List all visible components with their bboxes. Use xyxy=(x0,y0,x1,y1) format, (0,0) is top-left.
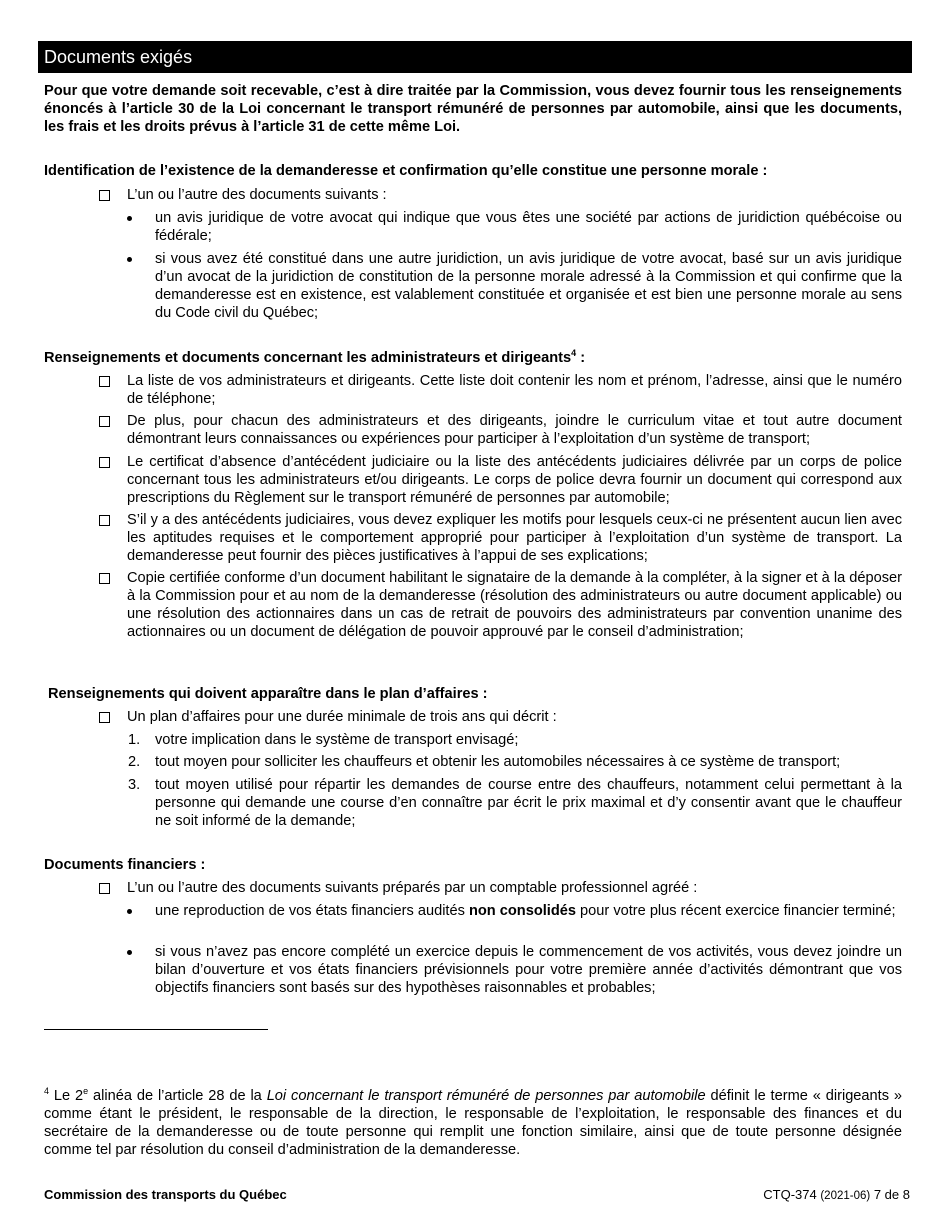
checkbox-icon[interactable] xyxy=(99,190,110,201)
checkbox-icon[interactable] xyxy=(99,515,110,526)
footer-organization: Commission des transports du Québec xyxy=(44,1187,287,1202)
identification-checkbox-item: L’un ou l’autre des documents suivants : xyxy=(99,186,902,204)
financial-bullet-2: si vous n’avez pas encore complété un exercice depuis le commencement de vos activités, vous devez joindre un bilan d’ouverture et vos états financiers prévisionnels pour votre première année d’activités démontrant que vos objectifs financiers sont basés sur des hypothèses raisonnables et probables; xyxy=(126,943,902,997)
business-plan-checkbox-item: Un plan d’affaires pour une durée minimale de trois ans qui décrit : xyxy=(99,708,902,726)
bullet-icon xyxy=(127,909,132,914)
page-number: 7 de 8 xyxy=(873,1187,910,1202)
footer-form-info: CTQ-374 (2021-06) 7 de 8 xyxy=(763,1187,910,1202)
business-plan-heading: Renseignements qui doivent apparaître dans le plan d’affaires : xyxy=(48,686,488,702)
administrators-item-4: S’il y a des antécédents judiciaires, vous devez expliquer les motifs pour lesquels ceux-ci ne présentent aucun lien avec les aptitudes requises et le comportement approprié pour participer à l’exploitation d’un système de transport. La demanderesse peut fournir des pièces justificatives à l’appui de ses explications; xyxy=(99,511,902,565)
checkbox-icon[interactable] xyxy=(99,712,110,723)
identification-heading: Identification de l’existence de la demanderesse et confirmation qu’elle constitue une personne morale : xyxy=(44,163,768,179)
financial-documents-heading: Documents financiers : xyxy=(44,857,206,873)
administrators-item-1: La liste de vos administrateurs et dirigeants. Cette liste doit contenir les nom et prénom, l’adresse, ainsi que le numéro de téléphone; xyxy=(99,372,902,408)
section-title-bar xyxy=(38,41,912,73)
checkbox-icon[interactable] xyxy=(99,416,110,427)
bullet-icon xyxy=(127,216,132,221)
administrators-item-5: Copie certifiée conforme d’un document habilitant le signataire de la demande à la compléter, à la signer et à la déposer à la Commission pour et au nom de la demanderesse (résolution des administrateurs ou autre document applicable) ou une résolution des actionnaires dans un cas de retrait de pouvoirs des administrateurs par convention unanime des actionnaires ou un document de délégation de pouvoir approuvé par le conseil d’administration; xyxy=(99,569,902,641)
business-plan-item-1: 1. votre implication dans le système de transport envisagé; xyxy=(128,732,519,748)
checkbox-icon[interactable] xyxy=(99,376,110,387)
checkbox-icon[interactable] xyxy=(99,457,110,468)
administrators-item-3: Le certificat d’absence d’antécédent judiciaire ou la liste des antécédents judiciaires délivrée par un corps de police concernant tous les administrateurs et/ou dirigeants. Le corps de police devra fournir un document qui correspond aux prescriptions du Règlement sur le transport rémunéré de personnes par automobile; xyxy=(99,453,902,507)
financial-checkbox-item: L’un ou l’autre des documents suivants préparés par un comptable professionnel agréé : xyxy=(99,879,902,897)
financial-bullet-1: une reproduction de vos états financiers audités non consolidés pour votre plus récent exercice financier terminé; xyxy=(126,902,902,920)
bullet-icon xyxy=(127,950,132,955)
business-plan-item-2: 2. tout moyen pour solliciter les chauffeurs et obtenir les automobiles nécessaires à ce système de transport; xyxy=(128,754,841,770)
identification-bullet-1: un avis juridique de votre avocat qui indique que vous êtes une société par actions de juridiction québécoise ou fédérale; xyxy=(126,209,902,245)
intro-paragraph: Pour que votre demande soit recevable, c’est à dire traitée par la Commission, vous devez fournir tous les renseignements énoncés à l’article 30 de la Loi concernant le transport rémunéré de personnes par automobile, ainsi que les documents, les frais et les droits prévus à l’article 31 de cette même Loi. xyxy=(44,83,902,135)
identification-bullet-2: si vous avez été constitué dans une autre juridiction, un avis juridique de votre avocat, basé sur un avis juridique d’un avocat de la juridiction de constitution de la personne morale adressé à la Commission et qui confirme que la demanderesse est en existence, est valablement constituée et organisée et est bien une personne morale au sens du Code civil du Québec; xyxy=(126,250,902,322)
business-plan-item-3: 3. tout moyen utilisé pour répartir les demandes de course entre des chauffeurs, notamment celui permettant à la personne qui demande une course d’en connaître par écrit le prix maximal et d’y consentir avant que le chauffeur ne soit informé de la demande; xyxy=(128,777,902,829)
checkbox-icon[interactable] xyxy=(99,883,110,894)
section-title: Documents exigés xyxy=(44,47,193,67)
administrators-item-2: De plus, pour chacun des administrateurs et des dirigeants, joindre le curriculum vitae et tout autre document démontrant leurs connaissances ou expériences pour participer à l’exploitation d’un système de transport; xyxy=(99,412,902,448)
footnote-separator xyxy=(44,1029,268,1030)
checkbox-icon[interactable] xyxy=(99,573,110,584)
footnote: $^4$ Le 2e alinéa de l’article 28 de la Loi concernant le transport rémunéré de personnes par automobile définit le terme « dirigeants » comme étant le président, le responsable de la direction, le responsable de l’exploitation, le responsable des finances et du secrétaire de la demanderesse ou de toute personne qui remplit une fonction similaire, ainsi que de toute personne désignée comme tel par résolution du conseil d’administration de la demanderesse. xyxy=(44,1086,902,1158)
bullet-icon xyxy=(127,257,132,262)
administrators-heading: Renseignements et documents concernant les administrateurs et dirigeants$^4$ : xyxy=(44,348,586,366)
